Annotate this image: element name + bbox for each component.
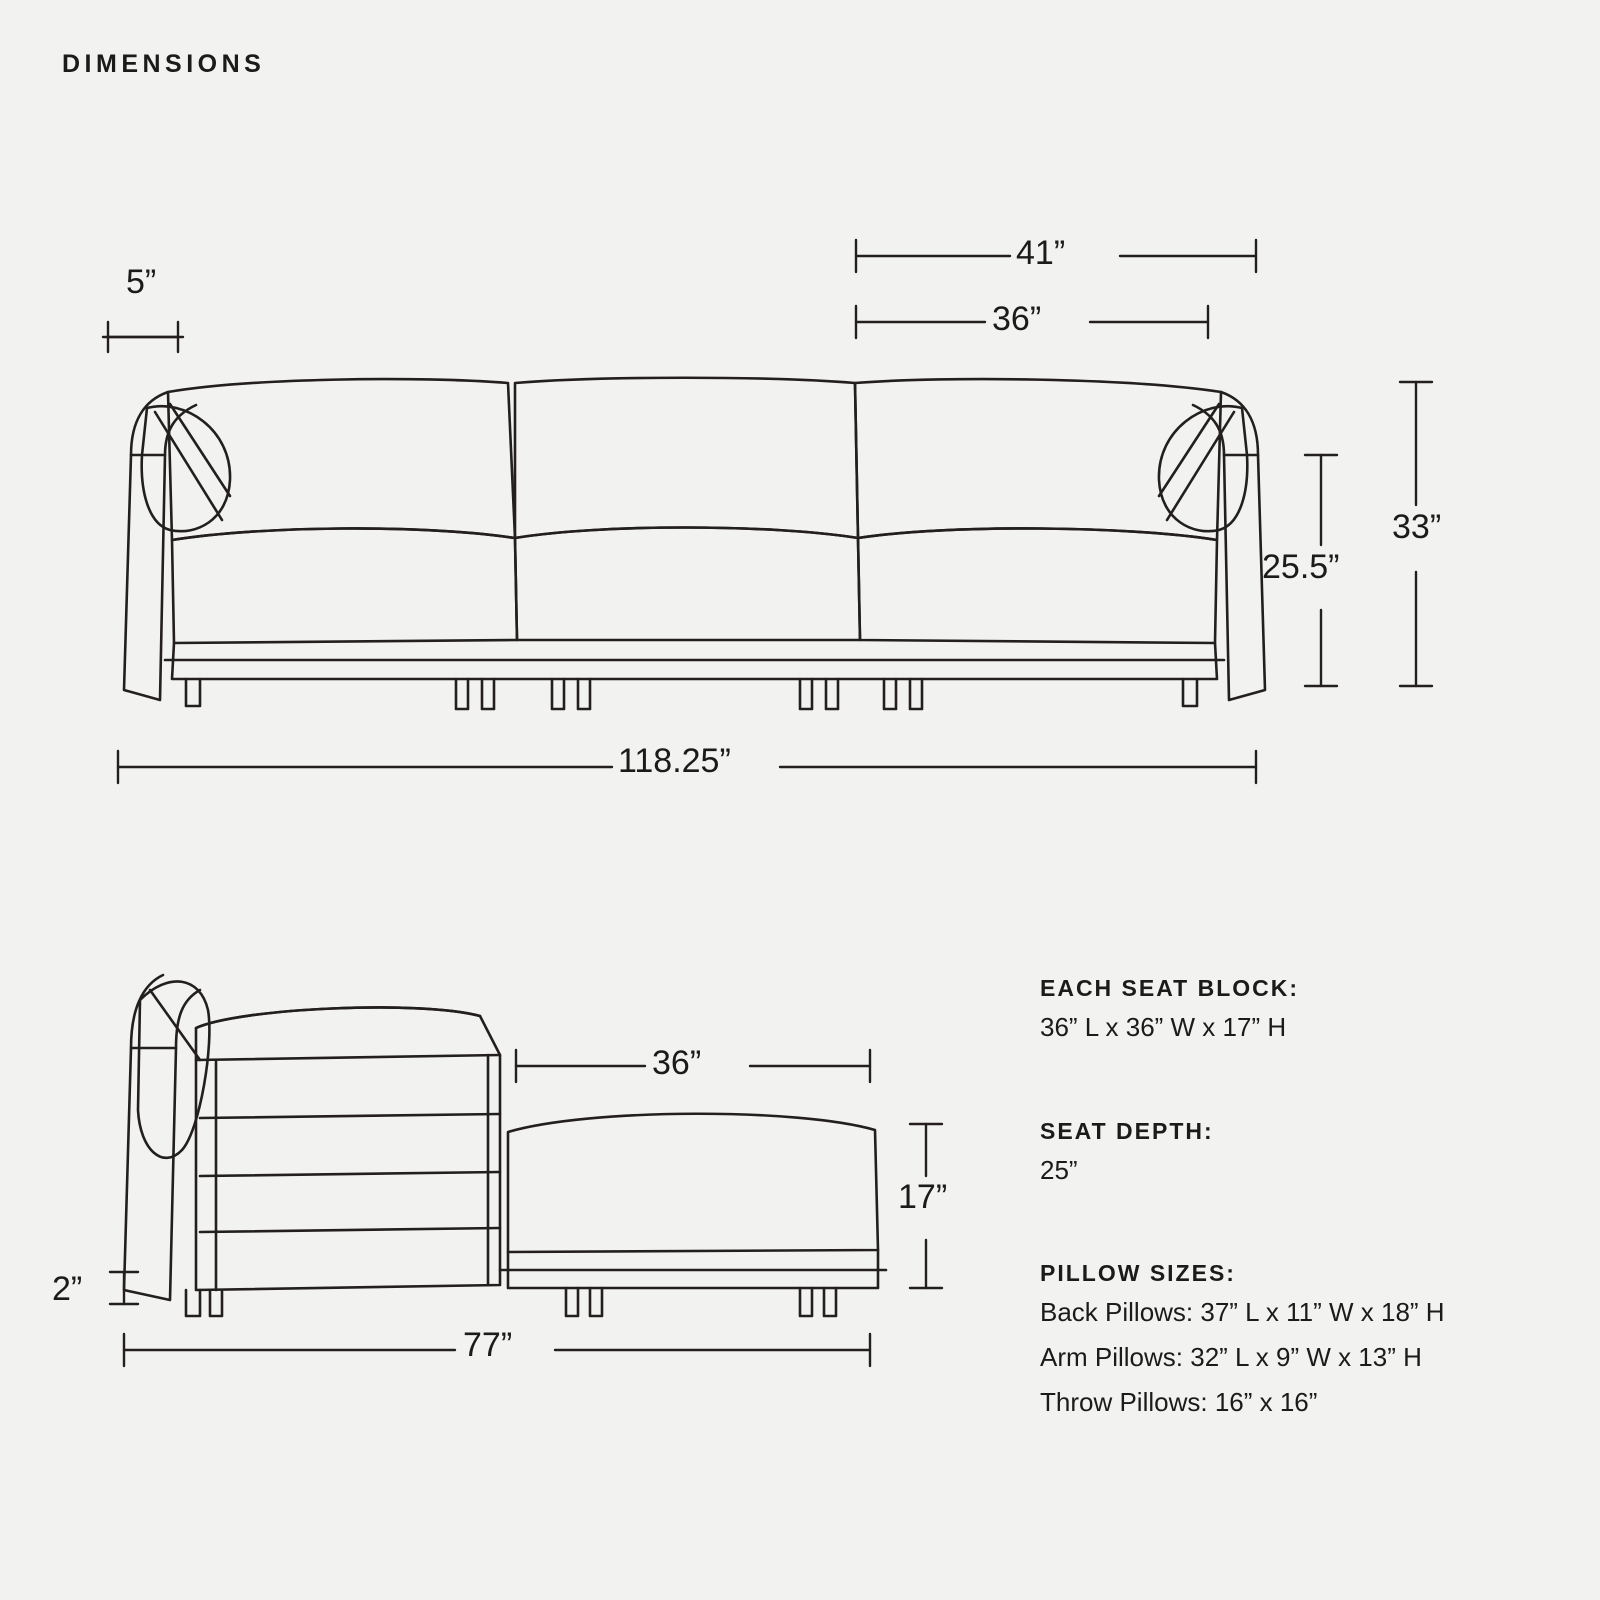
- spec-line: Back Pillows: 37” L x 11” W x 18” H: [1040, 1297, 1445, 1327]
- spec-each-seat-block: [1040, 975, 1299, 1051]
- label-seat-block-depth: 36”: [652, 1044, 702, 1082]
- label-arm-width: 5”: [126, 263, 157, 301]
- front-view-dimension-lines: [103, 240, 1432, 783]
- side-view-sofa: [124, 975, 886, 1316]
- spec-pillow-sizes: [1040, 1260, 1445, 1426]
- spec-line: 25”: [1040, 1155, 1078, 1185]
- label-module-outer: 41”: [1016, 234, 1066, 272]
- front-view-sofa: [124, 378, 1265, 709]
- spec-heading: PILLOW SIZES:: [1040, 1260, 1236, 1286]
- label-total-width: 118.25”: [618, 742, 731, 780]
- spec-line: 36” L x 36” W x 17” H: [1040, 1012, 1287, 1042]
- spec-heading: EACH SEAT BLOCK:: [1040, 975, 1300, 1001]
- label-leg-height: 2”: [52, 1270, 83, 1308]
- page-title: DIMENSIONS: [62, 50, 266, 78]
- label-seat-back-height: 25.5”: [1262, 548, 1340, 586]
- label-seat-height: 17”: [898, 1178, 948, 1216]
- spec-line: Throw Pillows: 16” x 16”: [1040, 1387, 1318, 1417]
- label-total-height: 33”: [1392, 508, 1442, 546]
- spec-seat-depth: [1040, 1118, 1214, 1194]
- spec-line: Arm Pillows: 32” L x 9” W x 13” H: [1040, 1342, 1422, 1372]
- spec-heading: SEAT DEPTH:: [1040, 1118, 1214, 1144]
- label-total-depth: 77”: [463, 1326, 513, 1364]
- label-module-inner: 36”: [992, 300, 1042, 338]
- side-view-dimension-lines: [110, 1050, 942, 1366]
